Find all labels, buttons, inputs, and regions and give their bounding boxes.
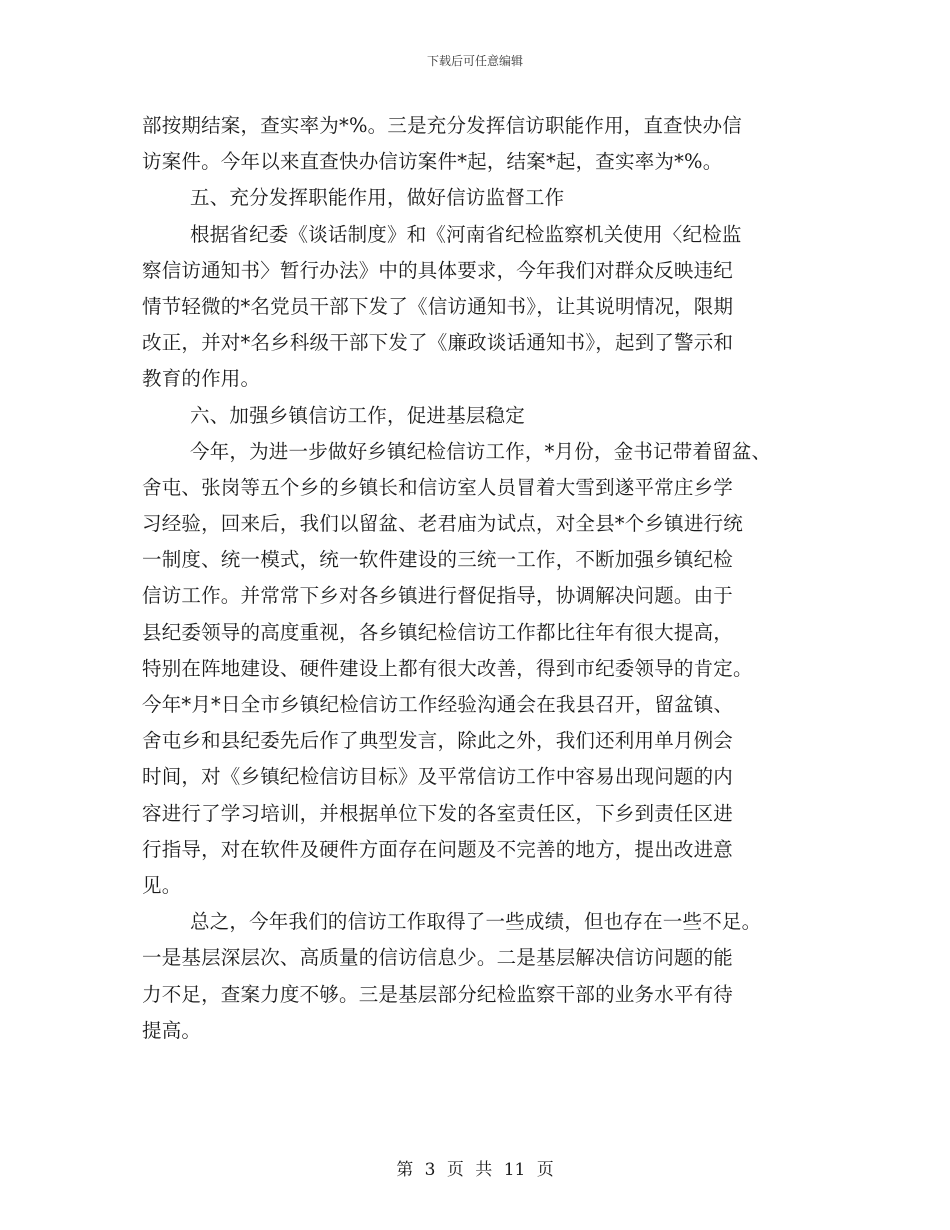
page-header: 下载后可任意编辑 [426, 54, 523, 68]
text-line: 提高。 [142, 1018, 202, 1042]
text-line: 六、加强乡镇信访工作，促进基层稳定 [190, 403, 525, 427]
text-line: 时间，对《乡镇纪检信访目标》及平常信访工作中容易出现问题的内 [142, 765, 734, 789]
text-line: 力不足，查案力度不够。三是基层部分纪检监察干部的业务水平有待 [142, 982, 734, 1006]
text-line: 情节轻微的*名党员干部下发了《信访通知书》，让其说明情况，限期 [142, 294, 734, 318]
text-line: 教育的作用。 [142, 367, 261, 391]
text-line: 今年，为进一步做好乡镇纪检信访工作，*月份，金书记带着留盆、 [190, 439, 772, 463]
text-line: 部按期结案，查实率为*%。三是充分发挥信访职能作用，直查快办信 [142, 114, 742, 137]
text-line: 五、充分发挥职能作用，做好信访监督工作 [190, 186, 565, 210]
text-line: 特别在阵地建设、硬件建设上都有很大改善，得到市纪委领导的肯定。 [142, 656, 753, 680]
document-body [142, 108, 822, 1049]
text-line: 根据省纪委《谈话制度》和《河南省纪检监察机关使用〈纪检监 [190, 222, 742, 246]
text-line: 访案件。今年以来直查快办信访案件*起，结案*起，查实率为*%。 [142, 150, 723, 174]
text-line: 总之，今年我们的信访工作取得了一些成绩，但也存在一些不足。 [190, 910, 762, 934]
text-line: 信访工作。并常常下乡对各乡镇进行督促指导，协调解决问题。由于 [142, 584, 734, 608]
text-line: 改正，并对*名乡科级干部下发了《廉政谈话通知书》，起到了警示和 [142, 331, 734, 355]
text-line: 今年*月*日全市乡镇纪检信访工作经验沟通会在我县召开，留盆镇、 [142, 693, 734, 716]
text-line: 行指导，对在软件及硬件方面存在问题及不完善的地方，提出改进意 [142, 837, 734, 861]
text-line: 见。 [142, 873, 182, 897]
text-line: 察信访通知书〉暂行办法》中的具体要求，今年我们对群众反映违纪 [142, 258, 734, 282]
text-line: 习经验，回来后，我们以留盆、老君庙为试点，对全县*个乡镇进行统 [142, 512, 743, 536]
text-line: 舍屯乡和县纪委先后作了典型发言，除此之外，我们还利用单月例会 [142, 729, 734, 753]
text-line: 舍屯、张岗等五个乡的乡镇长和信访室人员冒着大雪到遂平常庄乡学 [142, 475, 734, 499]
text-line: 容进行了学习培训，并根据单位下发的各室责任区，下乡到责任区进 [142, 801, 734, 825]
text-line: 一是基层深层次、高质量的信访信息少。二是基层解决信访问题的能 [142, 946, 734, 970]
text-line: 一制度、统一模式，统一软件建设的三统一工作，不断加强乡镇纪检 [142, 548, 734, 572]
page-footer: 第 3 页 共 11 页 [396, 1160, 554, 1180]
text-line: 县纪委领导的高度重视，各乡镇纪检信访工作都比往年有很大提高， [142, 620, 734, 644]
